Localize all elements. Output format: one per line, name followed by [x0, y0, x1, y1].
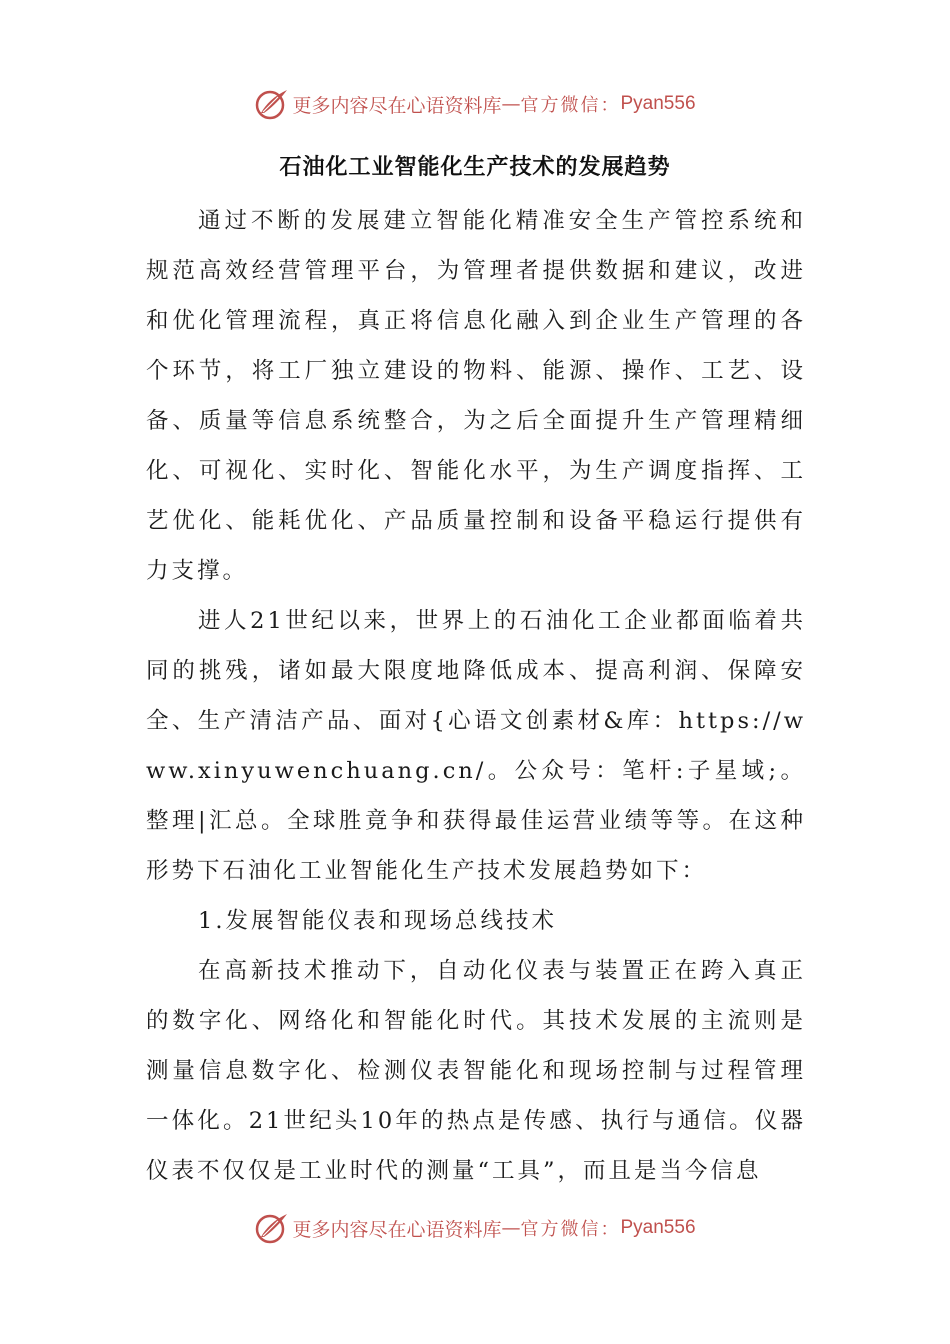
section-heading: 1.发展智能仪表和现场总线技术 [198, 908, 557, 934]
quill-logo-icon [254, 1210, 290, 1246]
watermark-separator: — [501, 1217, 521, 1239]
watermark-wechat-id: Pyan556 [620, 93, 696, 114]
watermark-main-text: 更多内容尽在心语资料库 [292, 94, 502, 117]
watermark-banner-bottom [0, 1208, 950, 1248]
paragraph-intro: 通过不断的发展建立智能化精准安全生产管控系统和规范高效经营管理平台，为管理者提供数据和建议，改进和优化管理流程，真正将信息化融入到企业生产管理的各个环节，将工厂独立建设的物料、能源、操作、工艺、设备、质量等信息系统整合，为之后全面提升生产管理精细化、可视化、实时化、智能化水平，为生产调度指挥、工艺优化、能耗优化、产品质量控制和设备平稳运行提供有力支撑。 [146, 208, 806, 584]
watermark-wechat-label: 官方微信： [520, 1219, 621, 1240]
watermark-wechat-id: Pyan556 [620, 1217, 696, 1238]
quill-logo-icon [254, 86, 290, 122]
watermark-separator: — [501, 93, 521, 115]
paragraph-context: 进人21世纪以来，世界上的石油化工企业都面临着共同的挑残，诸如最大限度地降低成本、提高利润、保障安全、生产清洁产品、面对{心语文创素材&库：https://www.xinyuwenchuang.cn/。公众号：笔杆:子星域;。整理|汇总。全球胜竟争和获得最佳运营业绩等等。在这种形势下石油化工业智能化生产技术发展趋势如下： [146, 608, 806, 884]
watermark-main-text: 更多内容尽在心语资料库 [292, 1218, 502, 1241]
document-body [146, 196, 806, 1196]
paragraph-section-1: 在高新技术推动下，自动化仪表与装置正在跨入真正的数字化、网络化和智能化时代。其技术发展的主流则是测量信息数字化、检测仪表智能化和现场控制与过程管理一体化。21世纪头10年的热点是传感、执行与通信。仪器仪表不仅仅是工业时代的测量“工具”，而且是当今信息 [146, 958, 806, 1184]
watermark-wechat-label: 官方微信： [520, 95, 621, 116]
document-title: 石油化工业智能化生产技术的发展趋势 [279, 155, 671, 180]
watermark-banner-top [0, 84, 950, 124]
